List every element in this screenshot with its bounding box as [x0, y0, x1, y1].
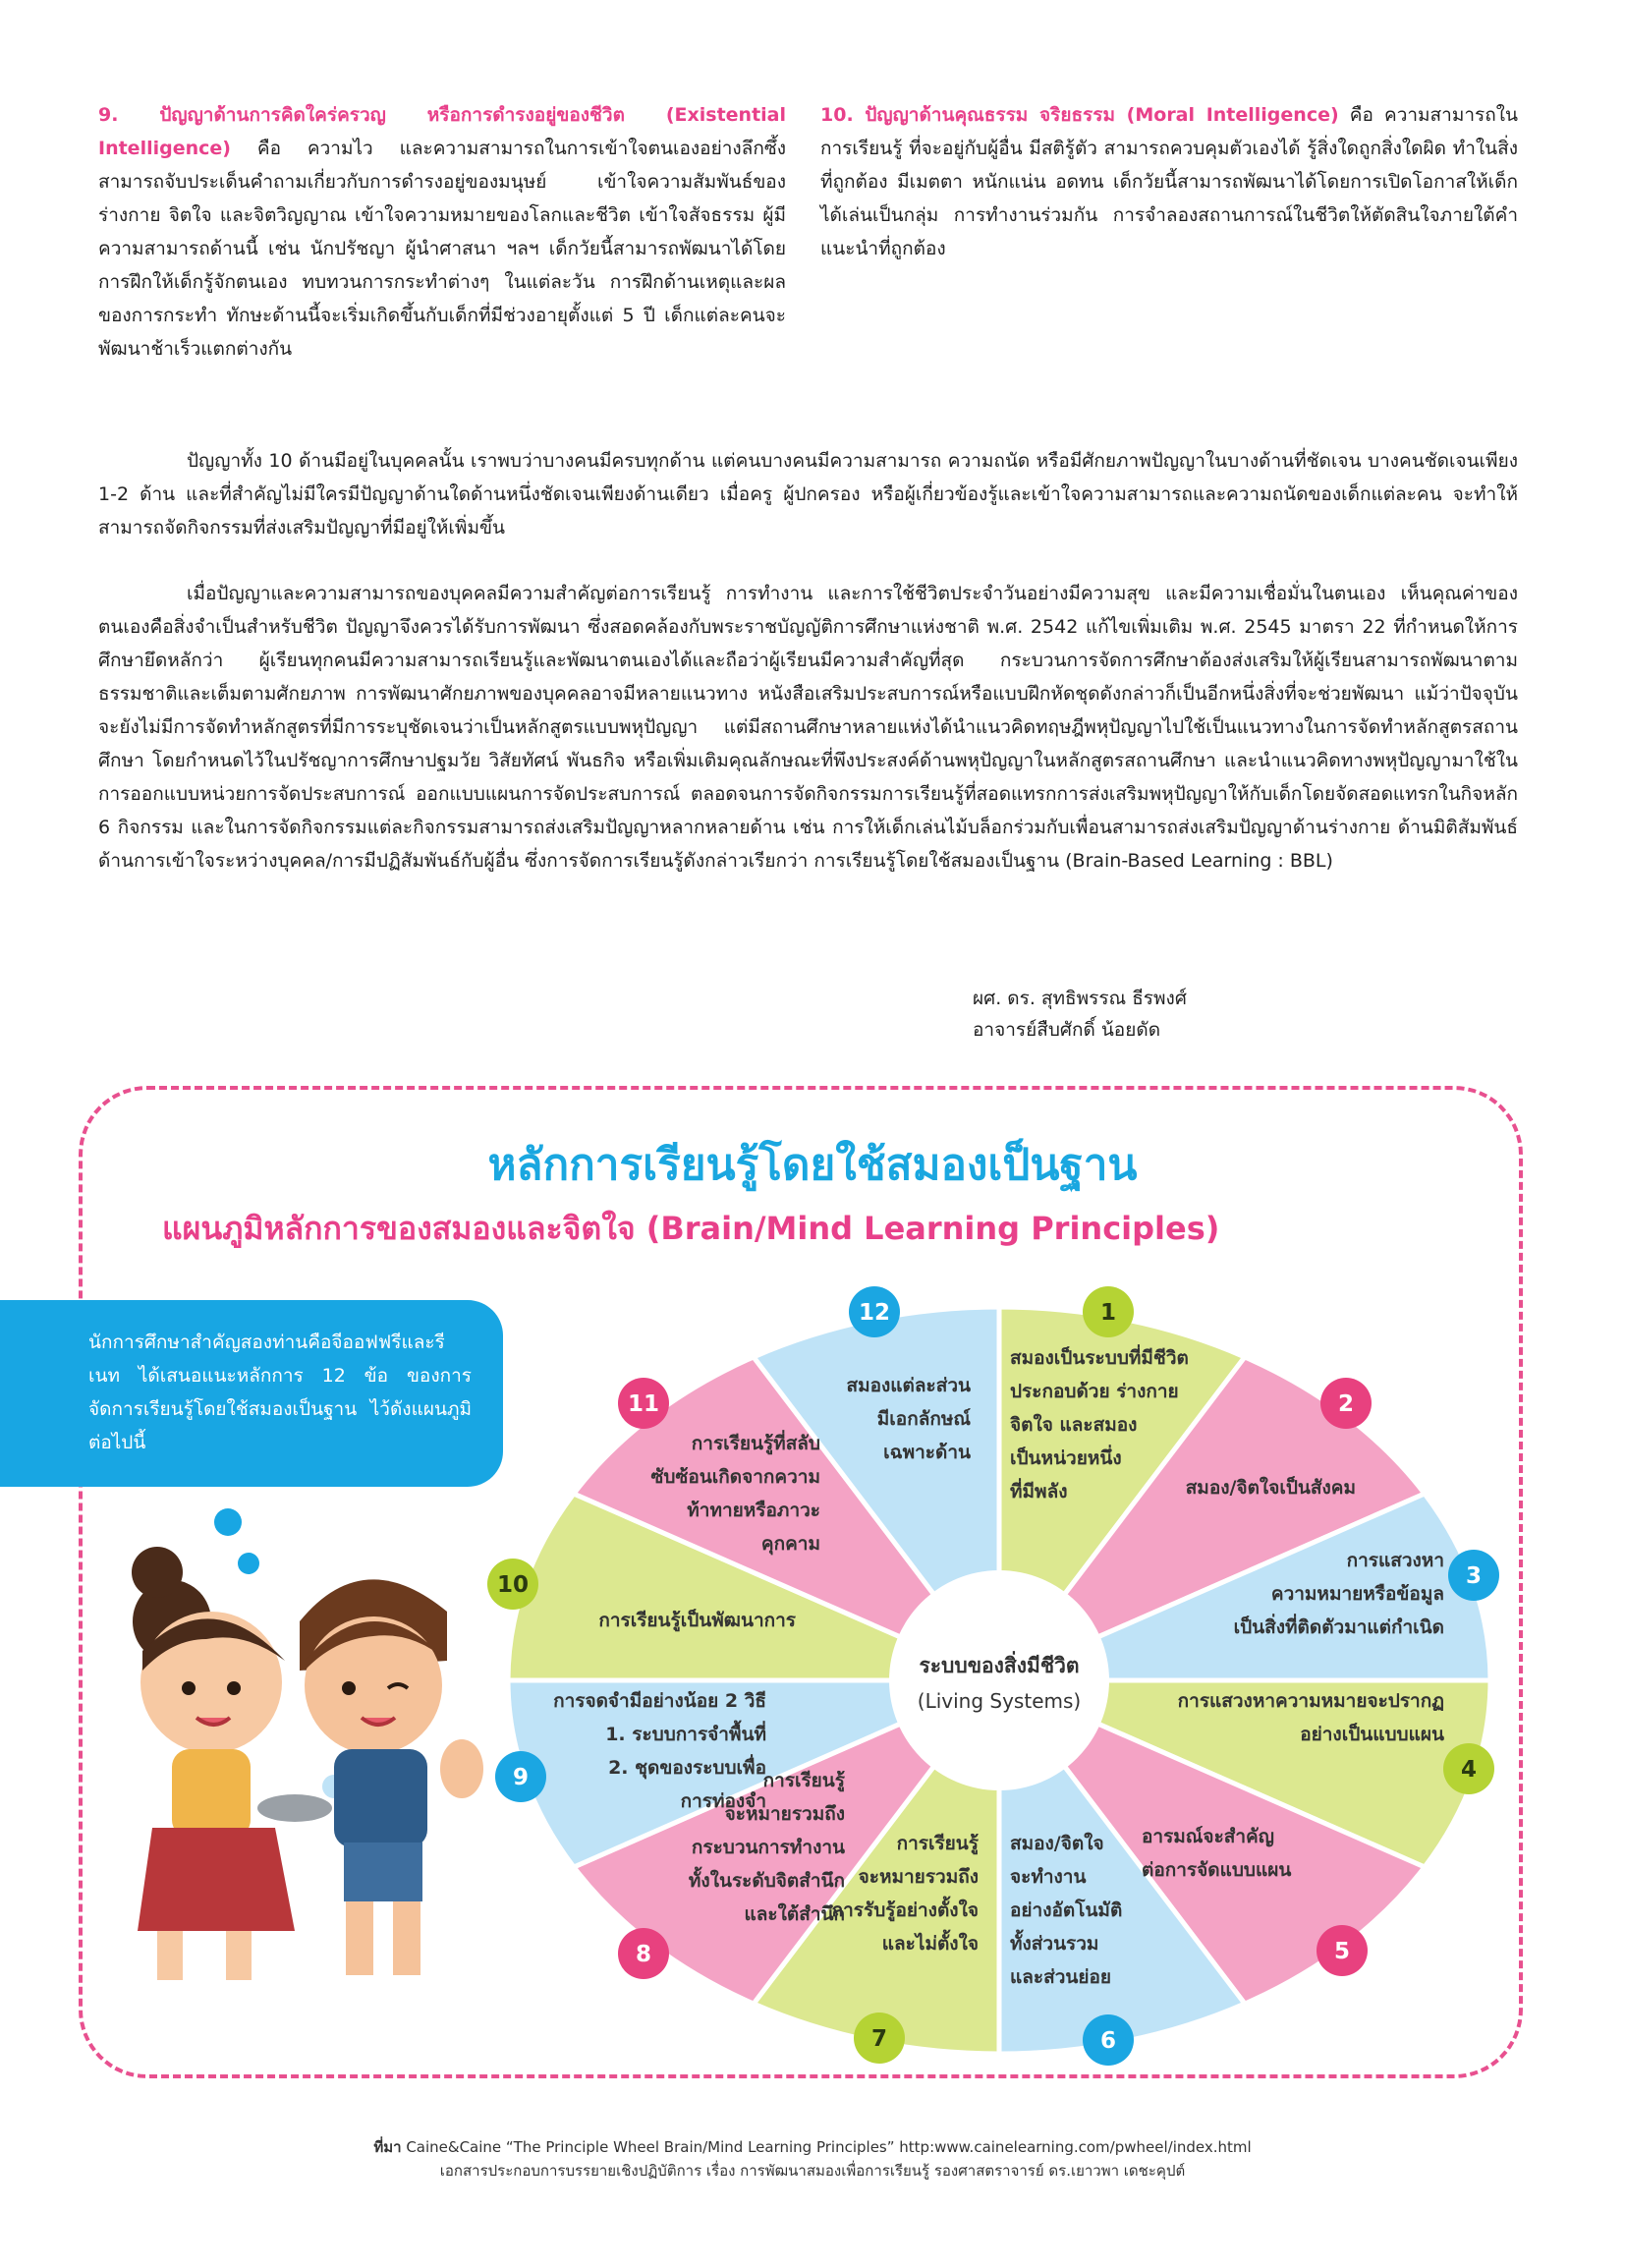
segment-line: การรับรู้อย่างตั้งใจ — [831, 1899, 979, 1921]
badge-number-2: 2 — [1337, 1391, 1355, 1417]
badge-number-5: 5 — [1333, 1939, 1351, 1964]
segment-line: 1. ระบบการจำพื้นที่ — [605, 1724, 766, 1745]
wheel-center — [889, 1570, 1109, 1790]
segment-line: คุกคาม — [760, 1533, 820, 1555]
source-reference: Caine&Caine “The Principle Wheel Brain/Mind Learning Principles” http:www.cainelearning.com/pwheel/index.html — [406, 2138, 1252, 2156]
source-label: ที่มา — [373, 2138, 402, 2156]
diagram-title: หลักการเรียนรู้โดยใช้สมองเป็นฐาน — [487, 1140, 1138, 1190]
speech-bubble-text: นักการศึกษาสำคัญสองท่านคือจีออฟฟรีและรีเนท ได้เสนอแนะหลักการ 12 ข้อ ของการจัดการเรียนรู้โดยใช้สมองเป็นฐาน ไว้ดังแผนภูมิต่อไปนี้ — [88, 1332, 472, 1453]
segment-line: การเรียนรู้ — [896, 1833, 979, 1854]
segment-line: สมองแต่ละส่วน — [846, 1375, 971, 1396]
body-paragraph-1: ปัญญาทั้ง 10 ด้านมีอยู่ในบุคคลนั้น เราพบว่าบางคนมีครบทุกด้าน แต่คนบางคนมีความสามารถ ความถนัด หรือมีศักยภาพปัญญาในบางด้านที่ชัดเจน บางคนชัดเจนเพียง 1-2 ด้าน และที่สำคัญไม่มีใครมีปัญญาด้านใดด้านหนึ่งชัดเจนเพียงด้านเดียว เมื่อครู ผู้ปกครอง หรือผู้เกี่ยวข้องรู้และเข้าใจความสามารถและความถนัดของเด็กแต่ละคน จะทำให้สามารถจัดกิจกรรมที่ส่งเสริมปัญญาที่มีอยู่ให้เพิ่มขึ้น — [98, 450, 1518, 539]
segment-line: ท้าทายหรือภาวะ — [687, 1500, 820, 1521]
segment-line: การเรียนรู้ — [762, 1770, 845, 1791]
segment-line: สมองเป็นระบบที่มีชีวิต — [1010, 1347, 1189, 1369]
diagram-subtitle: แผนภูมิหลักการของสมองและจิตใจ (Brain/Mind Learning Principles) — [162, 1210, 1220, 1247]
segment-text-2 — [1186, 1475, 1356, 1499]
principle-wheel — [487, 1286, 1499, 2066]
segment-line: และส่วนย่อย — [1010, 1966, 1112, 1988]
badge-number-3: 3 — [1465, 1563, 1483, 1589]
segment-line: อย่างอัตโนมัติ — [1010, 1899, 1123, 1921]
existential-intelligence-heading: 9. ปัญญาด้านการคิดใคร่ครวญ หรือการดำรงอยู่ของชีวิต (Existential Intelligence) — [98, 104, 786, 159]
children-illustration — [132, 1547, 483, 1980]
segment-line: จิตใจ และสมอง — [1010, 1414, 1138, 1436]
existential-intelligence-text: คือ ความไว และความสามารถในการเข้าใจตนเองอย่างลึกซึ้ง สามารถจับประเด็นคำถามเกี่ยวกับการดำรงอยู่ของมนุษย์ เข้าใจความสัมพันธ์ของร่างกาย จิตใจ และจิตวิญญาณ เข้าใจความหมายของโลกและชีวิต เข้าใจสัจธรรม ผู้มีความสามารถด้านนี้ เช่น นักปรัชญา ผู้นำศาสนา ฯลฯ เด็กวัยนี้สามารถพัฒนาได้โดยการฝึกให้เด็กรู้จักตนเอง ทบทวนการกระทำต่างๆ ในแต่ละวัน การฝึกด้านเหตุและผลของการกระทำ ทักษะด้านนี้จะเริ่มเกิดขึ้นกับเด็กที่มีช่วงอายุตั้งแต่ 5 ปี เด็กแต่ละคนจะพัฒนาช้าเร็วแตกต่างกัน — [98, 138, 786, 360]
segment-line: ความหมายหรือข้อมูล — [1270, 1583, 1444, 1605]
badge-number-1: 1 — [1099, 1300, 1117, 1326]
segment-line: ทั้งส่วนรวม — [1010, 1933, 1099, 1955]
badge-number-9: 9 — [512, 1765, 530, 1790]
badge-number-11: 11 — [627, 1391, 660, 1417]
segment-line: มีเอกลักษณ์ — [876, 1408, 971, 1430]
segment-line: ซับซ้อนเกิดจากความ — [650, 1466, 820, 1488]
body-paragraph-2: เมื่อปัญญาและความสามารถของบุคคลมีความสำคัญต่อการเรียนรู้ การทำงาน และการใช้ชีวิตประจำวันอย่างมีความสุข และมีความเชื่อมั่นในตนเอง เห็นคุณค่าของตนเองคือสิ่งจำเป็นสำหรับชีวิต ปัญญาจึงควรได้รับการพัฒนา ซึ่งสอดคล้องกับพระราชบัญญัติการศึกษาแห่งชาติ พ.ศ. 2542 แก้ไขเพิ่มเติม พ.ศ. 2545 มาตรา 22 ที่กำหนดให้การศึกษายึดหลักว่า ผู้เรียนทุกคนมีความสามารถเรียนรู้และพัฒนาตนเองได้และถือว่าผู้เรียนมีความสำคัญที่สุด กระบวนการจัดการศึกษาต้องส่งเสริมให้ผู้เรียนสามารถพัฒนาตามธรรมชาติและเต็มตามศักยภาพ การพัฒนาศักยภาพของบุคคลอาจมีหลายแนวทาง หนังสือเสริมประสบการณ์หรือแบบฝึกหัดชุดดังกล่าวก็เป็นอีกหนึ่งสิ่งที่จะช่วยพัฒนา แม้ว่าปัจจุบันจะยังไม่มีการจัดทำหลักสูตรที่มีการระบุชัดเจนว่าเป็นหลักสูตรแบบพหุปัญญา แต่มีสถานศึกษาหลายแห่งได้นำแนวคิดทฤษฎีพหุปัญญาไปใช้เป็นแนวทางในการจัดทำหลักสูตรสถานศึกษา โดยกำหนดไว้ในปรัชญาการศึกษาปฐมวัย วิสัยทัศน์ พันธกิจ หรือเพิ่มเติมคุณลักษณะที่พึงประสงค์ด้านพหุปัญญาในหลักสูตรสถานศึกษา และนำแนวคิดทางพหุปัญญามาใช้ในการออกแบบหน่วยการจัดประสบการณ์ ออกแบบแผนการจัดประสบการณ์ ตลอดจนการจัดกิจกรรมการเรียนรู้ที่สอดแทรกการส่งเสริมพหุปัญญาให้กับเด็กโดยจัดสอดแทรกในกิจหลัก 6 กิจกรรม และในการจัดกิจกรรมแต่ละกิจกรรมสามารถส่งเสริมปัญญาหลากหลายด้าน เช่น การให้เด็กเล่นไม้บล็อกร่วมกับเพื่อนสามารถส่งเสริมปัญญาด้านร่างกาย ด้านมิติสัมพันธ์ ด้านการเข้าใจระหว่างบุคคล/การมีปฏิสัมพันธ์กับผู้อื่น ซึ่งการจัดการเรียนรู้ดังกล่าวเรียกว่า การเรียนรู้โดยใช้สมองเป็นฐาน (Brain-Based Learning : BBL) — [98, 583, 1518, 872]
segment-line: และใต้สำนึก — [744, 1903, 845, 1925]
badge-number-12: 12 — [858, 1300, 891, 1326]
segment-line: การจดจำมีอย่างน้อย 2 วิธี — [553, 1690, 766, 1712]
segment-line: การแสวงหา — [1346, 1550, 1444, 1571]
segment-line: และไม่ตั้งใจ — [881, 1933, 979, 1955]
segment-line: จะทำงาน — [1010, 1866, 1087, 1888]
segment-line: เป็นหน่วยหนึ่ง — [1010, 1447, 1122, 1469]
segment-text-10 — [598, 1608, 796, 1632]
segment-line: จะหมายรวมถึง — [724, 1803, 845, 1825]
segment-line: อย่างเป็นแบบแผน — [1300, 1724, 1444, 1745]
source-line-2: เอกสารประกอบการบรรยายเชิงปฏิบัติการ เรื่อง การพัฒนาสมองเพื่อการเรียนรู้ รองศาสตราจารย์ ดร.เยาวพา เดชะคุปต์ — [439, 2162, 1186, 2180]
author-name-1: ผศ. ดร. สุทธิพรรณ ธีรพงศ์ — [973, 988, 1187, 1009]
segment-line: ต่อการจัดแบบแผน — [1142, 1859, 1292, 1881]
segment-line: การแสวงหาความหมายจะปรากฏ — [1177, 1690, 1444, 1712]
badge-number-7: 7 — [870, 2026, 888, 2052]
source-citation — [0, 2135, 1625, 2183]
source-line-1 — [0, 2135, 1625, 2159]
moral-intelligence-text: คือ ความสามารถในการเรียนรู้ ที่จะอยู่กับผู้อื่น มีสติรู้ตัว สามารถควบคุมตัวเองได้ รู้สิ่งใดถูกสิ่งใดผิด ทำในสิ่งที่ถูกต้อง มีเมตตา หนักแน่น อดทน เด็กวัยนี้สามารถพัฒนาได้โดยการเปิดโอกาสให้เด็กได้เล่นเป็นกลุ่ม การทำงานร่วมกัน การจำลองสถานการณ์ในชีวิตให้ตัดสินใจภายใต้คำแนะนำที่ถูกต้อง — [820, 104, 1518, 259]
wheel-center-label: ระบบของสิ่งมีชีวิต — [919, 1654, 1080, 1677]
segment-line: ประกอบด้วย ร่างกาย — [1010, 1381, 1179, 1402]
segment-line: การเรียนรู้เป็นพัฒนาการ — [598, 1610, 796, 1631]
badge-number-4: 4 — [1460, 1757, 1478, 1783]
segment-line: สมอง/จิตใจ — [1010, 1833, 1104, 1854]
author-name-2: อาจารย์สืบศักดิ์ น้อยดัด — [973, 1019, 1161, 1041]
segment-line: อารมณ์จะสำคัญ — [1142, 1826, 1274, 1847]
segment-line: ที่มีพลัง — [1010, 1481, 1068, 1503]
moral-intelligence-heading: 10. ปัญญาด้านคุณธรรม จริยธรรม (Moral Intelligence) — [820, 104, 1339, 126]
wheel-center-sublabel: (Living Systems) — [917, 1689, 1082, 1713]
segment-line: ทั้งในระดับจิตสำนึก — [688, 1870, 845, 1892]
segment-line: 2. ชุดของระบบเพื่อ — [608, 1757, 766, 1779]
badge-number-8: 8 — [635, 1942, 652, 1967]
badge-number-10: 10 — [496, 1572, 530, 1598]
segment-line: การท่องจำ — [680, 1790, 766, 1812]
badge-number-6: 6 — [1099, 2028, 1117, 2054]
segment-line: เป็นสิ่งที่ติดตัวมาแต่กำเนิด — [1233, 1616, 1444, 1638]
segment-line: เฉพาะด้าน — [883, 1442, 971, 1463]
segment-line: สมอง/จิตใจเป็นสังคม — [1185, 1477, 1356, 1499]
segment-line: กระบวนการทำงาน — [691, 1837, 845, 1858]
segment-line: การเรียนรู้ที่สลับ — [691, 1433, 820, 1454]
segment-line: จะหมายรวมถึง — [858, 1866, 979, 1888]
